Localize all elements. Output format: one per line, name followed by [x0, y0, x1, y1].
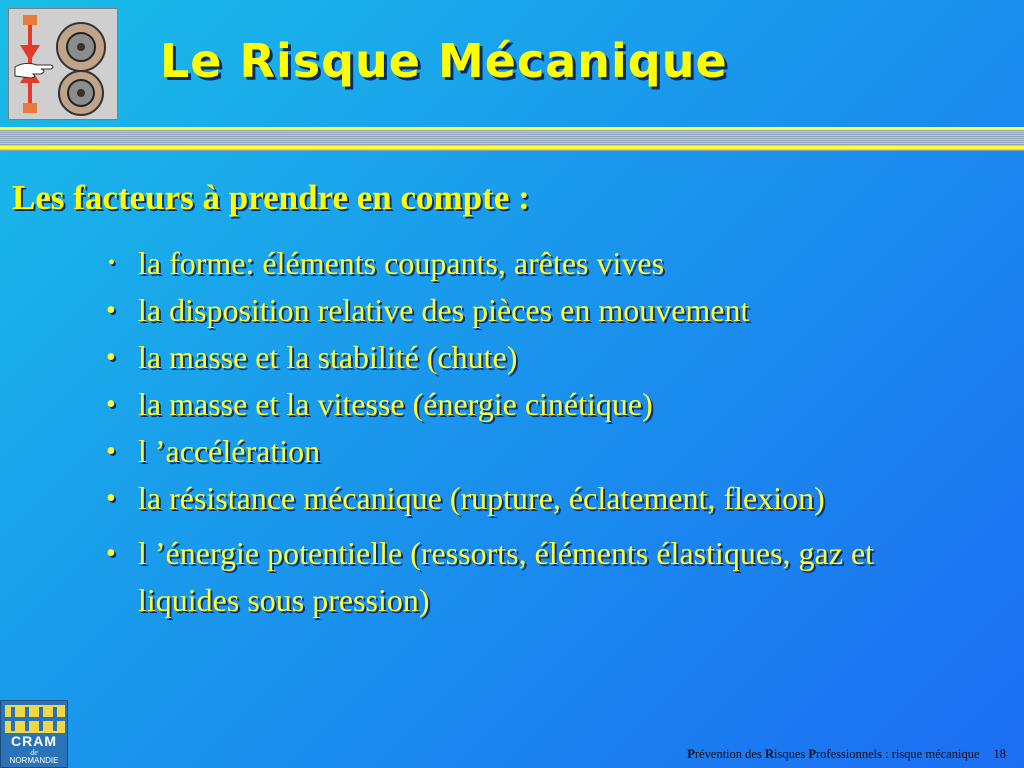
list-item — [100, 240, 980, 287]
divider-line-top — [0, 127, 1024, 130]
title-divider — [0, 127, 1024, 151]
bullet-icon: • — [106, 295, 116, 326]
footer-caption — [687, 747, 1006, 762]
bullet-icon: • — [106, 342, 116, 373]
list-item-text: l ’énergie potentielle (ressorts, éléments élastiques, gaz et liquides sous pression) — [138, 535, 875, 618]
list-item — [100, 287, 980, 334]
footer-text-3: rofessionnels : risque mécanique — [816, 747, 980, 761]
list-item — [100, 475, 980, 522]
bullet-icon: • — [106, 436, 116, 467]
list-item — [100, 334, 980, 381]
page-number: 18 — [993, 747, 1006, 761]
slide-title: Le Risque Mécanique — [160, 34, 728, 88]
bullet-icon: • — [106, 389, 116, 420]
bullet-list — [100, 240, 980, 624]
list-item-text: la masse et la vitesse (énergie cinétique) — [138, 386, 653, 422]
cram-logo-icon — [0, 700, 68, 768]
section-heading: Les facteurs à prendre en compte : — [12, 178, 530, 217]
list-item-text: l ’accélération — [138, 433, 321, 469]
cram-bars-icon — [5, 705, 65, 733]
bullet-icon: • — [108, 252, 116, 274]
mechanical-hazard-logo-icon — [8, 8, 118, 120]
list-item — [100, 530, 980, 624]
cram-logo-word: CRAM — [11, 733, 57, 749]
cram-logo-region: NORMANDIE — [9, 756, 59, 765]
list-item — [100, 428, 980, 475]
footer-initial-r: R — [764, 747, 774, 761]
footer-initial-p2: P — [808, 747, 816, 761]
list-item-text: la disposition relative des pièces en mouvement — [138, 292, 750, 328]
cram-logo-de: de — [30, 748, 38, 757]
footer-initial-p1: P — [687, 747, 695, 761]
bullet-icon: • — [106, 538, 116, 569]
list-item-text: la résistance mécanique (rupture, éclatement, flexion) — [138, 480, 825, 516]
list-item-text: la masse et la stabilité (chute) — [138, 339, 518, 375]
list-item — [100, 381, 980, 428]
footer-text-1: révention des — [694, 747, 765, 761]
list-item-text: la forme: éléments coupants, arêtes vives — [138, 245, 665, 281]
bullet-icon: • — [106, 483, 116, 514]
footer-text-2: isques — [773, 747, 809, 761]
divider-line-bottom — [0, 146, 1024, 149]
